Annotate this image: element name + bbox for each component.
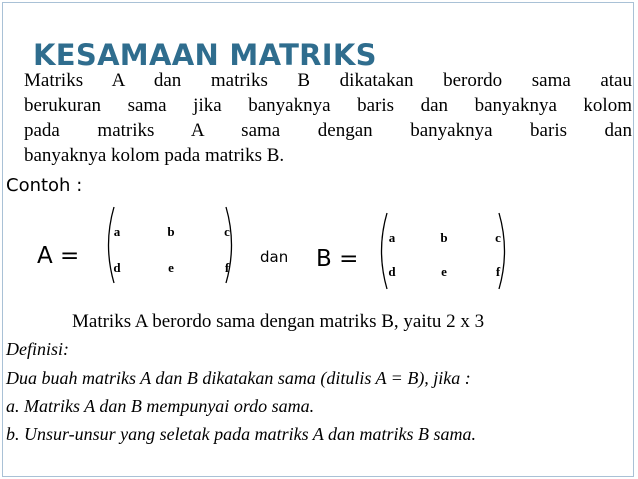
intro-paragraph	[24, 68, 632, 168]
intro-line: banyaknya kolom pada matriks B.	[24, 145, 285, 166]
matrix-b-cell: b	[440, 230, 448, 245]
matrix-a-cell: e	[168, 260, 174, 275]
matrix-b	[373, 210, 513, 292]
matrix-b-cell: f	[495, 264, 501, 279]
definisi-label: Definisi:	[6, 339, 69, 359]
matrix-a-cell: f	[224, 260, 230, 275]
definisi-line: Dua buah matriks A dan B dikatakan sama (ditulis A = B), jika :	[6, 368, 471, 388]
matrix-a-cell: a	[113, 224, 121, 239]
matrix-a	[100, 204, 240, 286]
order-statement: Matriks A berordo sama dengan matriks B, yaitu 2 x 3	[72, 311, 485, 332]
matrix-b-cell: e	[441, 264, 447, 279]
contoh-label: Contoh :	[6, 175, 83, 196]
matrix-a-cell: c	[224, 224, 230, 239]
matrix-b-cell: c	[495, 230, 501, 245]
definisi-line: b. Unsur-unsur yang seletak pada matriks A dan matriks B sama.	[6, 424, 476, 444]
dan-text: dan	[260, 248, 289, 266]
matrix-b-cell: a	[388, 230, 396, 245]
intro-line: pada matriks A sama dengan banyaknya baris dan	[24, 120, 632, 141]
definisi-line: a. Matriks A dan B mempunyai ordo sama.	[6, 396, 315, 416]
matrix-a-cell: d	[113, 260, 121, 275]
matrix-a-cell: b	[167, 224, 175, 239]
matrix-b-label: B =	[316, 246, 359, 272]
matrix-a-label: A =	[37, 243, 80, 269]
intro-line: berukuran sama jika banyaknya baris dan banyaknya kolom	[24, 95, 632, 116]
slide-title: KESAMAAN MATRIKS	[33, 38, 377, 72]
intro-line: Matriks A dan matriks B dikatakan berordo sama atau	[24, 70, 632, 91]
matrix-b-cell: d	[388, 264, 396, 279]
